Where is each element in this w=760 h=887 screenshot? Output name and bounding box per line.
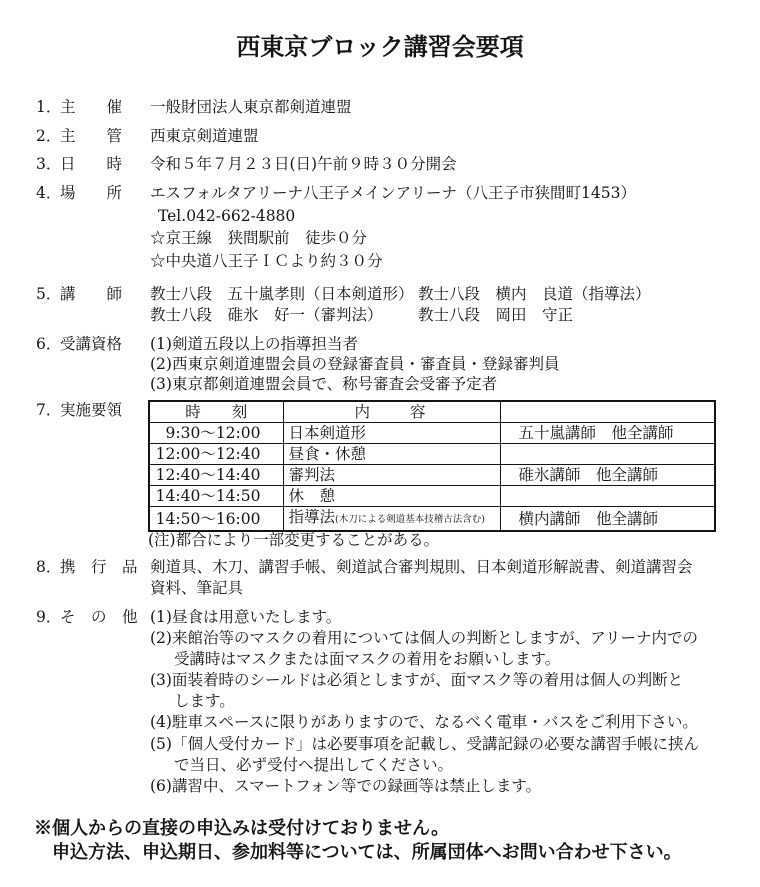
section-number: 6． xyxy=(36,335,62,353)
section-label: 日 時 xyxy=(60,155,123,173)
belongings-line: 資料、筆記具 xyxy=(150,579,244,597)
schedule-row xyxy=(149,423,715,444)
schedule-content-cell: 休 憩 xyxy=(283,486,500,507)
organizer-value: 一般財団法人東京都剣道連盟 xyxy=(150,98,352,116)
eligibility-list xyxy=(150,334,559,394)
schedule-row xyxy=(149,465,715,486)
schedule-content-cell: 日本剣道形 xyxy=(283,423,500,444)
section-number: 8． xyxy=(36,558,62,576)
section-label: 講 師 xyxy=(60,285,123,303)
schedule-time-cell: 14:40～14:50 xyxy=(149,486,283,507)
section-number: 9． xyxy=(36,608,62,626)
section-venue xyxy=(0,182,760,271)
notice-line: ※個人からの直接の申込みは受付けておりません。 xyxy=(34,818,450,839)
schedule-content-cell: 審判法 xyxy=(283,465,500,486)
other-item: (2)来館治等のマスクの着用については個人の判断としますが、アリーナ内での xyxy=(150,629,699,648)
section-label: 携 行 品 xyxy=(60,558,138,576)
section-other xyxy=(0,607,760,795)
schedule-instructor-cell: 五十嵐講師 他全講師 xyxy=(500,423,715,444)
section-number: 2． xyxy=(36,127,62,145)
other-item-continuation: で当日、必ず受付へ提出してください。 xyxy=(174,755,454,774)
eligibility-item: (2)西東京剣道連盟会員の登録審査員・審査員・登録審判員 xyxy=(150,355,560,373)
section-number: 4． xyxy=(36,184,62,202)
schedule-content-text: 指導法 xyxy=(288,508,336,526)
host-value: 西東京剣道連盟 xyxy=(150,127,259,145)
other-item: (3)面装着時のシールドは必須としますが、面マスク等の着用は個人の判断と xyxy=(150,671,684,690)
eligibility-item: (1)剣道五段以上の指導担当者 xyxy=(150,335,358,353)
instructor-row xyxy=(150,284,651,305)
document-title: 西東京ブロック講習会要項 xyxy=(236,32,524,61)
instructor-entry: 教士八段 五十嵐孝則（日本剣道形） xyxy=(150,285,414,303)
datetime-value: 令和５年７月２３日(日)午前９時３０分開会 xyxy=(150,155,457,173)
section-datetime xyxy=(0,154,760,175)
section-number: 5． xyxy=(36,285,62,303)
schedule-table xyxy=(148,400,716,532)
instructor-entry: 教士八段 横内 良道（指導法） xyxy=(418,285,651,303)
instructor-row xyxy=(150,305,574,326)
other-item-continuation: 受講時はマスクまたは面マスクの着用をお願いします。 xyxy=(174,650,561,669)
venue-details xyxy=(150,182,636,273)
access-line: ☆中央道八王子ＩＣより約３０分 xyxy=(150,252,383,271)
other-item: (1)昼食は用意いたします。 xyxy=(150,608,342,626)
schedule-instructor-cell: 碓氷講師 他全講師 xyxy=(500,465,715,486)
other-item: (6)講習中、スマートフォン等での録画等は禁止します。 xyxy=(150,776,542,795)
instructor-entry: 教士八段 碓氷 好一（審判法） xyxy=(150,306,383,324)
section-label: 主 管 xyxy=(60,127,123,145)
section-number: 3． xyxy=(36,155,62,173)
schedule-content-detail: (木刀による剣道基本技稽古法含む) xyxy=(335,514,485,525)
instructor-list xyxy=(150,284,651,326)
application-notice xyxy=(0,817,760,865)
schedule-instructor-cell xyxy=(500,444,715,465)
schedule-header-row xyxy=(149,401,715,423)
section-label: そ の 他 xyxy=(60,608,138,626)
schedule-time-cell: 12:40～14:40 xyxy=(149,465,283,486)
other-item-continuation: します。 xyxy=(174,692,235,711)
other-list xyxy=(150,607,699,797)
belongings-list xyxy=(150,557,693,599)
schedule-instructor-cell: 横内講師 他全講師 xyxy=(500,507,715,532)
section-organizer xyxy=(0,97,760,118)
other-item: (5)「個人受付カード」は必要事項を記載し、受講記録の必要な講習手帳に挟ん xyxy=(150,734,699,753)
schedule-time-cell: 12:00～12:40 xyxy=(149,444,283,465)
schedule-instructor-cell xyxy=(500,486,715,507)
schedule-row xyxy=(149,486,715,507)
section-instructors xyxy=(0,284,760,324)
instructor-entry: 教士八段 岡田 守正 xyxy=(418,306,574,324)
schedule-time-cell: 14:50～16:00 xyxy=(149,507,283,532)
schedule-row xyxy=(149,444,715,465)
venue-tel: Tel.042-662-4880 xyxy=(158,206,296,225)
other-item: (4)駐車スペースに限りがありますので、なるべく電車・バスをご利用下さい。 xyxy=(150,713,698,732)
section-label: 場 所 xyxy=(60,184,123,202)
section-label: 実施要領 xyxy=(60,401,123,419)
eligibility-item: (3)東京都剣道連盟会員で、称号審査会受審予定者 xyxy=(150,375,498,393)
section-belongings xyxy=(0,557,760,597)
schedule-note: (注)都合により一部変更することがある。 xyxy=(148,531,440,549)
section-host xyxy=(0,126,760,147)
venue-name: エスフォルタアリーナ八王子メインアリーナ（八王子市狭間町1453） xyxy=(150,184,637,202)
section-label: 受講資格 xyxy=(60,335,123,353)
access-line: ☆京王線 狭間駅前 徒歩０分 xyxy=(150,229,368,248)
schedule-row xyxy=(149,507,715,532)
section-number: 1． xyxy=(36,98,62,116)
section-label: 主 催 xyxy=(60,98,123,116)
schedule-header-blank xyxy=(500,401,715,423)
belongings-line: 剣道具、木刀、講習手帳、剣道試合審判規則、日本剣道形解説書、剣道講習会 xyxy=(150,558,693,576)
section-number: 7． xyxy=(36,401,62,419)
schedule-time-cell: 9:30～12:00 xyxy=(149,423,283,444)
schedule-content-cell xyxy=(283,507,500,532)
notice-line: 申込方法、申込期日、参加料等については、所属団体へお問い合わせ下さい。 xyxy=(52,842,682,863)
schedule-content-cell: 昼食・休憩 xyxy=(283,444,500,465)
schedule-header-time: 時 刻 xyxy=(149,401,283,423)
section-eligibility xyxy=(0,334,760,393)
schedule-header-content: 内 容 xyxy=(283,401,500,423)
